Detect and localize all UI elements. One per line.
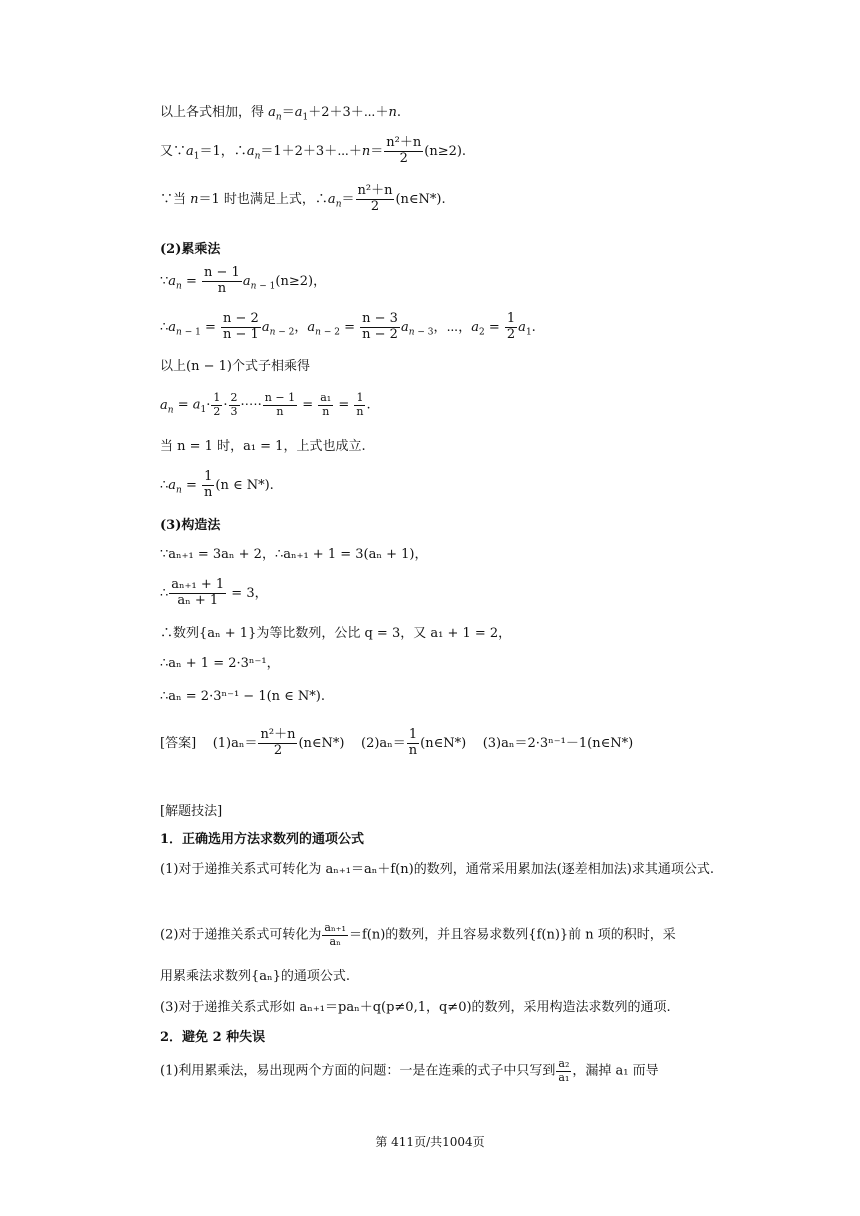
fraction-numerator: a₁: [320, 391, 332, 404]
fraction-denominator: a₁: [558, 1070, 570, 1084]
geometric-sequence-line: ∴数列{aₙ + 1}为等比数列，公比 q = 3，又 a₁ + 1 = 2，: [160, 626, 512, 641]
tip-paragraph-1: (1)对于递推关系式可转化为 aₙ₊₁＝aₙ＋f(n)的数列，通常采用累加法(逐差相加法)求其通项公式.: [160, 862, 714, 877]
fraction-denominator: 2: [506, 326, 516, 342]
fraction-denominator: 2: [213, 404, 221, 418]
tip-paragraph-4: (1)利用累乘法，易出现两个方面的问题：一是在连乘的式子中只写到 $\frac{\text{a₂}}{\text{a₁}}$ ，漏掉 a₁ 而导: [160, 1057, 659, 1084]
tips-heading: [解题技法]: [160, 804, 223, 819]
fraction-denominator: n: [322, 404, 330, 418]
recurrence-line: $\because a_n$ = $\frac{n - 1}{n}$ $a_{n - 1}(n\ge 2)$，: [160, 265, 327, 296]
fraction-numerator: n²＋n: [357, 183, 393, 198]
answer-line: [答案] (1)aₙ＝ $\frac{\text{n²＋n}}{2}$ (n∈N*) (2)aₙ＝ $\frac{1}{n}$ (n∈N*) (3)aₙ＝2·3ⁿ⁻¹－1(n∈N*): [160, 727, 634, 758]
sum-formula-line: 又$\because a_1=1$，$\therefore a_n=1+2+3+\cdots+n=$ $\frac{\text{n²＋n}}{2}$ (n≥2).: [160, 135, 467, 166]
fraction-numerator: 2: [230, 391, 238, 404]
fraction-denominator: n: [276, 404, 284, 418]
section-title-construction: (3)构造法: [160, 518, 221, 533]
fraction-numerator: n²＋n: [260, 727, 296, 742]
fraction-denominator: n: [408, 742, 418, 758]
construction-line-1: ∵aₙ₊₁ = 3aₙ + 2，∴aₙ₊₁ + 1 = 3(aₙ + 1)，: [160, 547, 428, 562]
fraction-denominator: aₙ: [329, 934, 341, 948]
fraction-denominator: 2: [273, 742, 283, 758]
fraction-numerator: a₂: [558, 1057, 570, 1070]
fraction-denominator: 3: [230, 404, 238, 418]
fraction-denominator: n: [217, 280, 227, 296]
n-equals-one-line: ∵当 n＝1 时也满足上式，$\therefore a_n=$ $\frac{\text{n²＋n}}{2}$ (n∈N*).: [160, 183, 446, 214]
tip-paragraph-2-line-1: (2)对于递推关系式可转化为 $\frac{\text{aₙ₊₁}}{\text{aₙ}}$ ＝f(n)的数列，并且容易求数列{f(n)}前 n 项的积时，采: [160, 921, 676, 948]
n-one-valid-line: 当 n = 1 时，a₁ = 1，上式也成立.: [160, 439, 366, 454]
fraction-numerator: n − 1: [204, 265, 240, 280]
fraction-denominator: n − 1: [223, 326, 259, 342]
fraction-numerator: 1: [204, 469, 213, 484]
multiply-line: 以上(n − 1)个式子相乘得: [160, 359, 310, 374]
fraction-numerator: aₙ₊₁ + 1: [171, 577, 225, 592]
product-conclusion-line: $\therefore a_n$ = $\frac{1}{n}$ (n ∈ N*).: [160, 469, 274, 500]
fraction-numerator: 1: [408, 727, 418, 742]
fraction-denominator: n − 2: [362, 326, 398, 342]
product-result-line: $a_n = a_1\cdot$ $\frac{1}{2}$ · $\frac{2}{3}$ ·⋯· $\frac{n - 1}{n}$ = $\frac{\text{a₁}}{n}$ = $\frac{1}{n}$ .: [160, 391, 371, 418]
fraction-numerator: n − 3: [362, 311, 398, 326]
construction-ratio-line: ∴ $\frac{\text{aₙ₊₁ + 1}}{\text{aₙ + 1}}$ = 3，: [160, 577, 268, 608]
fraction-denominator: n: [204, 484, 213, 500]
fraction-numerator: 1: [506, 311, 516, 326]
construction-line-4: ∴aₙ + 1 = 2·3ⁿ⁻¹，: [160, 656, 280, 671]
tip-paragraph-3: (3)对于递推关系式形如 aₙ₊₁＝paₙ＋q(p≠0,1，q≠0)的数列，采用构造法求数列的通项.: [160, 1000, 671, 1015]
tips-subheading-1: 1．正确选用方法求数列的通项公式: [160, 832, 365, 847]
fraction-numerator: aₙ₊₁: [324, 921, 346, 934]
page-number-footer: 第 411页/共1004页: [375, 1135, 485, 1149]
fraction-denominator: 2: [370, 198, 380, 214]
summation-line: 以上各式相加，得 $a_n=a_1+2+3+\cdots+n$.: [160, 105, 401, 123]
tips-subheading-2: 2．避免 2 种失误: [160, 1030, 266, 1045]
answer-label: [答案]: [160, 735, 197, 751]
section-title-cumulative-product: (2)累乘法: [160, 242, 221, 257]
fraction-denominator: n: [356, 404, 364, 418]
fraction-numerator: n²＋n: [386, 135, 422, 150]
tip-paragraph-2-line-2: 用累乘法求数列{aₙ}的通项公式.: [160, 969, 351, 984]
construction-conclusion-line: ∴aₙ = 2·3ⁿ⁻¹ − 1(n ∈ N*).: [160, 689, 326, 704]
fraction-numerator: n − 2: [223, 311, 259, 326]
fraction-numerator: 1: [356, 391, 364, 404]
fraction-numerator: n − 1: [264, 391, 296, 404]
product-terms-line: $\therefore a_{n - 1}$ = $\frac{n - 2}{n - 1}$ $a_{n - 2}$，$a_{n - 2}$ = $\frac{n - 3}{n - 2}$ $a_{n - 3}$，⋯，$a_2$ = $\frac{1}{2}$ $a_1$.: [160, 311, 536, 342]
fraction-denominator: 2: [399, 150, 408, 166]
fraction-denominator: aₙ + 1: [177, 592, 219, 608]
fraction-numerator: 1: [213, 391, 221, 404]
